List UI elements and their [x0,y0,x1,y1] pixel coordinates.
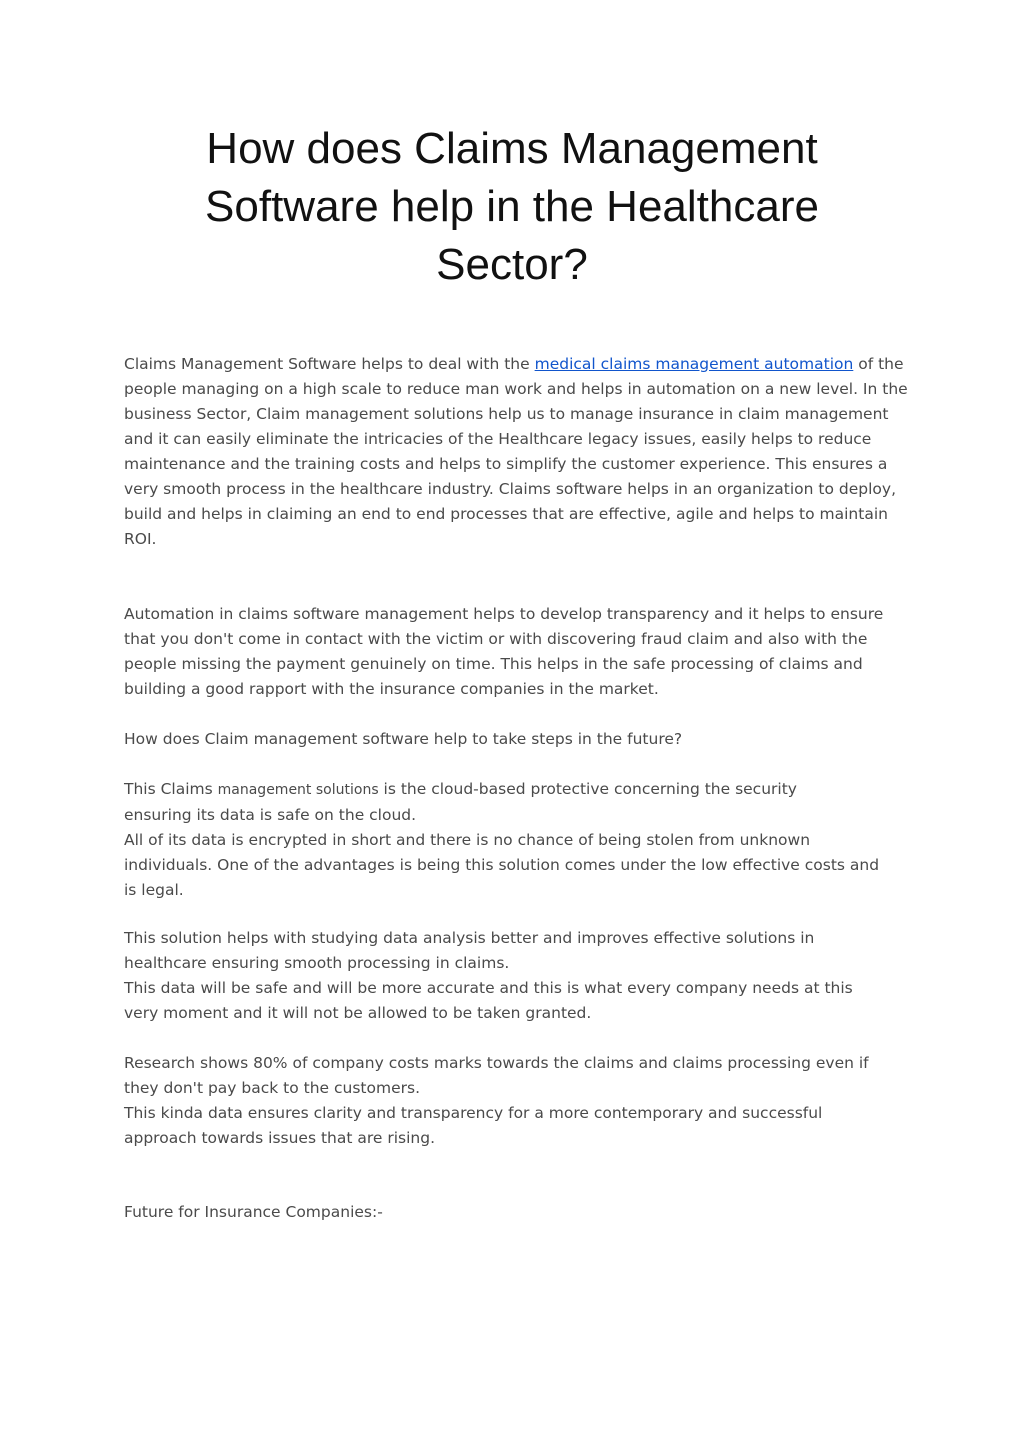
cloud-paragraph [124,777,914,903]
automation-paragraph: Automation in claims software management helps to develop transparency and it helps to ensure that you don't come in contact with the victim or with discovering fraud claim and also with the people missing the payment genuinely on time. This helps in the safe processing of claims and building a good rapport with the insurance companies in the market. [124,605,884,698]
cloud-paragraph-prefix: This Claims [124,780,218,798]
analysis-paragraph: This solution helps with studying data analysis better and improves effective solutions in healthcare ensuring smooth processing in claims. This data will be safe and will be more accurate and this is what every company needs at this very moment and it will not be allowed to be taken granted. [124,929,853,1022]
intro-paragraph [124,352,914,552]
future-question: How does Claim management software help to take steps in the future? [124,730,683,748]
cloud-paragraph-suffix: is the cloud-based protective concerning the security ensuring its data is safe on the cloud. All of its data is encrypted in short and there is no chance of being stolen from unknown individuals. One of the advantages is being this solution comes under the low effective costs and is legal. [124,780,880,899]
medical-claims-automation-link[interactable]: medical claims management automation [534,355,854,373]
intro-text-end: of the people managing on a high scale to reduce man work and helps in automation on a new level. In the business Sector, Claim management solutions help us to manage insurance in claim management and it can easily eliminate the intricacies of the Healthcare legacy issues, easily helps to reduce maintenance and the training costs and helps to simplify the customer experience. This ensures a very smooth process in the healthcare industry. Claims software helps in an organization to deploy, build and helps in claiming an end to end processes that are effective, agile and helps to maintain ROI. [124,355,908,548]
intro-text-start: Claims Management Software helps to deal with the [124,355,535,373]
page-title: How does Claims Management Software help in the Healthcare Sector? [205,124,819,289]
cloud-paragraph-small-text: management solutions [217,782,379,798]
future-heading: Future for Insurance Companies:- [124,1203,383,1221]
research-paragraph: Research shows 80% of company costs marks towards the claims and claims processing even if they don't pay back to the customers. This kinda data ensures clarity and transparency for a more contemporary and successful approach towards issues that are rising. [124,1054,869,1147]
